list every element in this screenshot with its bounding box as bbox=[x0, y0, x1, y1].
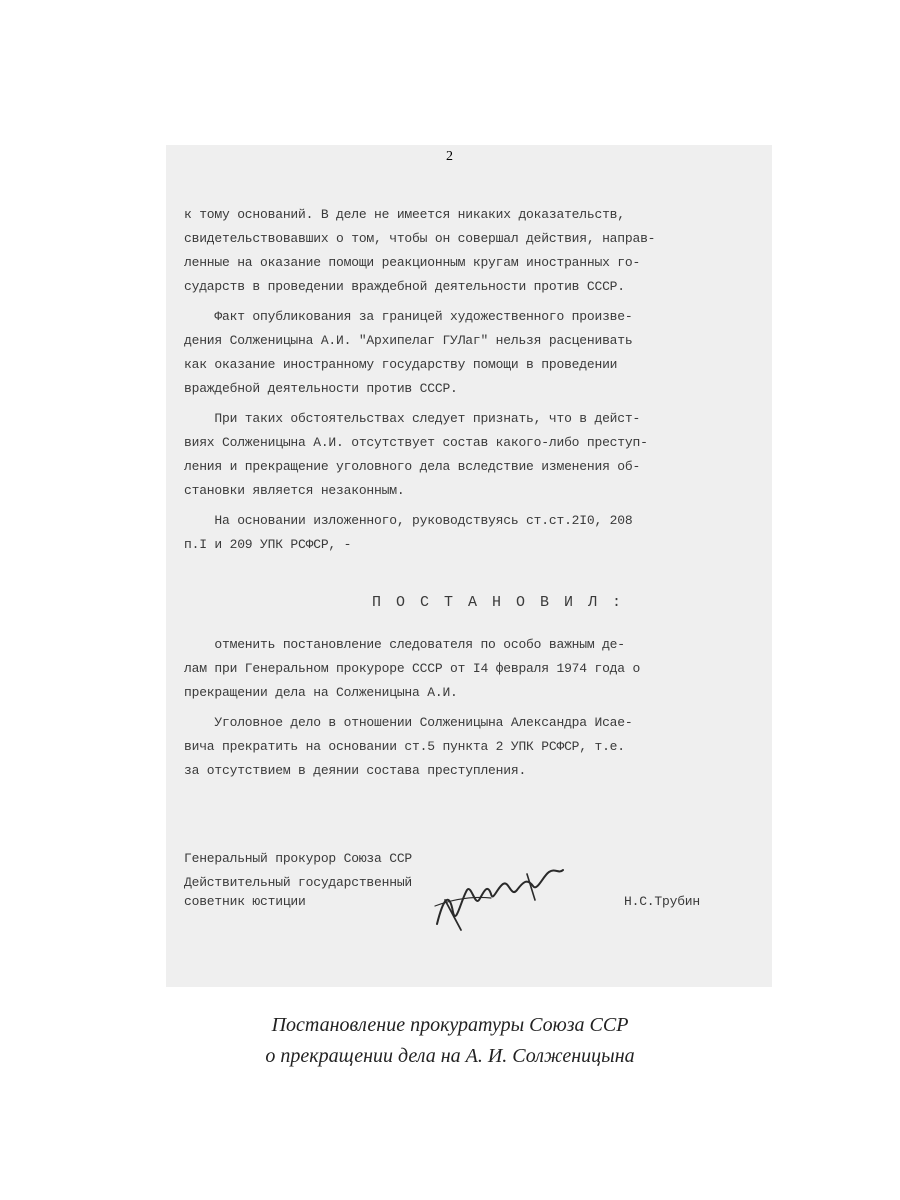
text-line: ления и прекращение уголовного дела вследствие изменения об- bbox=[184, 459, 641, 474]
text-line: как оказание иностранному государству помощи в проведении bbox=[184, 357, 618, 372]
text-line: лам при Генеральном прокуроре СССР от I4 февраля 1974 года о bbox=[184, 661, 641, 676]
text-line: п.I и 209 УПК РСФСР, - bbox=[184, 537, 352, 552]
text-line: Факт опубликования за границей художественного произве- bbox=[184, 309, 633, 324]
text-line: сударств в проведении враждебной деятельности против СССР. bbox=[184, 279, 625, 294]
text-line: виях Солженицына А.И. отсутствует состав какого-либо преступ- bbox=[184, 435, 648, 450]
signatory-title: Генеральный прокурор Союза ССР bbox=[184, 851, 413, 866]
signatory-rank-cont: советник юстиции bbox=[184, 894, 306, 909]
text-line: враждебной деятельности против СССР. bbox=[184, 381, 458, 396]
text-line: вича прекратить на основании ст.5 пункта 2 УПК РСФСР, т.е. bbox=[184, 739, 625, 754]
text-line: Уголовное дело в отношении Солженицына Александра Исае- bbox=[184, 715, 633, 730]
page-number: 2 bbox=[446, 149, 453, 164]
text-line: На основании изложенного, руководствуясь ст.ст.2I0, 208 bbox=[184, 513, 633, 528]
resolution-heading: П О С Т А Н О В И Л : bbox=[372, 594, 625, 611]
text-line: свидетельствовавших о том, чтобы он совершал действия, направ- bbox=[184, 231, 656, 246]
text-line: к тому оснований. В деле не имеется никаких доказательств, bbox=[184, 207, 625, 222]
caption-line-2: о прекращении дела на А. И. Солженицына bbox=[265, 1045, 635, 1067]
signatory-name: Н.С.Трубин bbox=[624, 894, 701, 909]
signature bbox=[431, 860, 566, 940]
text-line: ленные на оказание помощи реакционным кругам иностранных го- bbox=[184, 255, 641, 270]
text-line: дения Солженицына А.И. "Архипелаг ГУЛаг" нельзя расценивать bbox=[184, 333, 633, 348]
text-line: При таких обстоятельствах следует признать, что в дейст- bbox=[184, 411, 641, 426]
signatory-rank: Действительный государственный bbox=[184, 875, 413, 890]
text-line: становки является незаконным. bbox=[184, 483, 405, 498]
text-line: прекращении дела на Солженицына А.И. bbox=[184, 685, 458, 700]
scanned-document bbox=[166, 145, 772, 987]
caption-line-1: Постановление прокуратуры Союза ССР bbox=[271, 1014, 629, 1036]
figure-caption bbox=[0, 1010, 900, 1072]
text-line: за отсутствием в деянии состава преступления. bbox=[184, 763, 527, 778]
text-line: отменить постановление следователя по особо важным де- bbox=[184, 637, 625, 652]
